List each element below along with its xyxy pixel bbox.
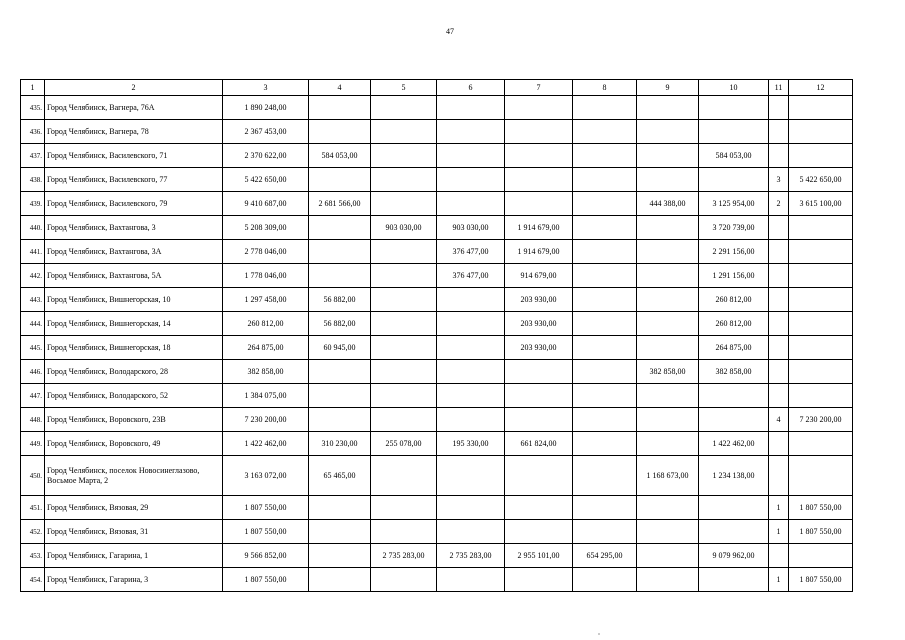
value-cell-col-11 bbox=[769, 544, 789, 568]
value-cell-col-7 bbox=[505, 456, 573, 496]
value-cell-col-5 bbox=[371, 96, 437, 120]
scan-speck bbox=[598, 633, 600, 635]
value-cell-col-3: 1 807 550,00 bbox=[223, 568, 309, 592]
value-cell-col-3: 1 890 248,00 bbox=[223, 96, 309, 120]
value-cell-col-6 bbox=[437, 408, 505, 432]
value-cell-col-8 bbox=[573, 360, 637, 384]
value-cell-col-7 bbox=[505, 568, 573, 592]
value-cell-col-6 bbox=[437, 312, 505, 336]
value-cell-col-10: 382 858,00 bbox=[699, 360, 769, 384]
value-cell-col-12: 3 615 100,00 bbox=[789, 192, 853, 216]
value-cell-col-6: 195 330,00 bbox=[437, 432, 505, 456]
value-cell-col-5 bbox=[371, 264, 437, 288]
value-cell-col-11 bbox=[769, 384, 789, 408]
page-number: 47 bbox=[446, 27, 454, 36]
value-cell-col-12 bbox=[789, 264, 853, 288]
row-number-cell: 446. bbox=[21, 360, 45, 384]
value-cell-col-3: 382 858,00 bbox=[223, 360, 309, 384]
address-cell: Город Челябинск, Василевского, 77 bbox=[45, 168, 223, 192]
row-number-cell: 436. bbox=[21, 120, 45, 144]
value-cell-col-8 bbox=[573, 384, 637, 408]
value-cell-col-12: 1 807 550,00 bbox=[789, 568, 853, 592]
value-cell-col-12 bbox=[789, 120, 853, 144]
table-row bbox=[21, 216, 853, 240]
value-cell-col-3: 2 367 453,00 bbox=[223, 120, 309, 144]
value-cell-col-4: 65 465,00 bbox=[309, 456, 371, 496]
value-cell-col-10: 3 720 739,00 bbox=[699, 216, 769, 240]
value-cell-col-11 bbox=[769, 288, 789, 312]
value-cell-col-6: 2 735 283,00 bbox=[437, 544, 505, 568]
column-header-6: 6 bbox=[437, 80, 505, 96]
value-cell-col-7 bbox=[505, 360, 573, 384]
row-number-cell: 451. bbox=[21, 496, 45, 520]
address-cell: Город Челябинск, Василевского, 79 bbox=[45, 192, 223, 216]
value-cell-col-12 bbox=[789, 544, 853, 568]
column-header-3: 3 bbox=[223, 80, 309, 96]
table-row bbox=[21, 192, 853, 216]
value-cell-col-11: 1 bbox=[769, 520, 789, 544]
value-cell-col-8 bbox=[573, 192, 637, 216]
value-cell-col-5 bbox=[371, 568, 437, 592]
value-cell-col-8 bbox=[573, 336, 637, 360]
table-row bbox=[21, 240, 853, 264]
value-cell-col-3: 1 422 462,00 bbox=[223, 432, 309, 456]
value-cell-col-9 bbox=[637, 568, 699, 592]
value-cell-col-6 bbox=[437, 496, 505, 520]
value-cell-col-9 bbox=[637, 336, 699, 360]
table-row bbox=[21, 120, 853, 144]
value-cell-col-7: 203 930,00 bbox=[505, 336, 573, 360]
value-cell-col-7 bbox=[505, 120, 573, 144]
value-cell-col-4 bbox=[309, 216, 371, 240]
value-cell-col-12: 1 807 550,00 bbox=[789, 496, 853, 520]
value-cell-col-7: 1 914 679,00 bbox=[505, 216, 573, 240]
value-cell-col-4: 60 945,00 bbox=[309, 336, 371, 360]
value-cell-col-5 bbox=[371, 192, 437, 216]
value-cell-col-7 bbox=[505, 96, 573, 120]
value-cell-col-8 bbox=[573, 312, 637, 336]
value-cell-col-12 bbox=[789, 336, 853, 360]
table-row bbox=[21, 144, 853, 168]
value-cell-col-4 bbox=[309, 96, 371, 120]
value-cell-col-5: 2 735 283,00 bbox=[371, 544, 437, 568]
row-number-cell: 441. bbox=[21, 240, 45, 264]
value-cell-col-4: 310 230,00 bbox=[309, 432, 371, 456]
value-cell-col-7 bbox=[505, 144, 573, 168]
table-row bbox=[21, 312, 853, 336]
value-cell-col-9 bbox=[637, 264, 699, 288]
table-row bbox=[21, 456, 853, 496]
address-cell: Город Челябинск, Гагарина, 1 bbox=[45, 544, 223, 568]
value-cell-col-7 bbox=[505, 520, 573, 544]
value-cell-col-12: 7 230 200,00 bbox=[789, 408, 853, 432]
value-cell-col-9: 1 168 673,00 bbox=[637, 456, 699, 496]
value-cell-col-8 bbox=[573, 216, 637, 240]
column-header-7: 7 bbox=[505, 80, 573, 96]
value-cell-col-6 bbox=[437, 144, 505, 168]
value-cell-col-11: 3 bbox=[769, 168, 789, 192]
value-cell-col-12 bbox=[789, 360, 853, 384]
value-cell-col-10: 9 079 962,00 bbox=[699, 544, 769, 568]
value-cell-col-8 bbox=[573, 240, 637, 264]
value-cell-col-7 bbox=[505, 384, 573, 408]
value-cell-col-6 bbox=[437, 192, 505, 216]
row-number-cell: 437. bbox=[21, 144, 45, 168]
value-cell-col-4 bbox=[309, 264, 371, 288]
row-number-cell: 439. bbox=[21, 192, 45, 216]
row-number-cell: 449. bbox=[21, 432, 45, 456]
value-cell-col-6 bbox=[437, 384, 505, 408]
value-cell-col-3: 1 297 458,00 bbox=[223, 288, 309, 312]
value-cell-col-11 bbox=[769, 432, 789, 456]
value-cell-col-11 bbox=[769, 264, 789, 288]
value-cell-col-5 bbox=[371, 520, 437, 544]
value-cell-col-11 bbox=[769, 336, 789, 360]
value-cell-col-7: 661 824,00 bbox=[505, 432, 573, 456]
value-cell-col-5 bbox=[371, 168, 437, 192]
value-cell-col-9 bbox=[637, 384, 699, 408]
value-cell-col-8 bbox=[573, 456, 637, 496]
value-cell-col-11 bbox=[769, 360, 789, 384]
value-cell-col-8 bbox=[573, 408, 637, 432]
value-cell-col-10: 2 291 156,00 bbox=[699, 240, 769, 264]
table-row bbox=[21, 432, 853, 456]
value-cell-col-10 bbox=[699, 496, 769, 520]
value-cell-col-11 bbox=[769, 456, 789, 496]
value-cell-col-5 bbox=[371, 456, 437, 496]
value-cell-col-3: 9 566 852,00 bbox=[223, 544, 309, 568]
value-cell-col-7: 914 679,00 bbox=[505, 264, 573, 288]
row-number-cell: 447. bbox=[21, 384, 45, 408]
row-number-cell: 454. bbox=[21, 568, 45, 592]
value-cell-col-12 bbox=[789, 216, 853, 240]
value-cell-col-11: 1 bbox=[769, 568, 789, 592]
value-cell-col-9 bbox=[637, 432, 699, 456]
table-row bbox=[21, 168, 853, 192]
value-cell-col-8 bbox=[573, 520, 637, 544]
address-cell: Город Челябинск, Воровского, 23В bbox=[45, 408, 223, 432]
row-number-cell: 435. bbox=[21, 96, 45, 120]
value-cell-col-12 bbox=[789, 144, 853, 168]
table-row bbox=[21, 520, 853, 544]
value-cell-col-5 bbox=[371, 240, 437, 264]
table-row bbox=[21, 568, 853, 592]
value-cell-col-11 bbox=[769, 96, 789, 120]
value-cell-col-7: 1 914 679,00 bbox=[505, 240, 573, 264]
value-cell-col-5 bbox=[371, 360, 437, 384]
value-cell-col-5 bbox=[371, 144, 437, 168]
column-header-2: 2 bbox=[45, 80, 223, 96]
column-header-4: 4 bbox=[309, 80, 371, 96]
address-cell: Город Челябинск, Володарского, 28 bbox=[45, 360, 223, 384]
value-cell-col-5: 903 030,00 bbox=[371, 216, 437, 240]
table-row bbox=[21, 288, 853, 312]
value-cell-col-6: 376 477,00 bbox=[437, 264, 505, 288]
value-cell-col-12: 1 807 550,00 bbox=[789, 520, 853, 544]
address-cell: Город Челябинск, Василевского, 71 bbox=[45, 144, 223, 168]
column-header-9: 9 bbox=[637, 80, 699, 96]
table-row bbox=[21, 96, 853, 120]
value-cell-col-10: 260 812,00 bbox=[699, 288, 769, 312]
value-cell-col-12 bbox=[789, 96, 853, 120]
value-cell-col-9 bbox=[637, 544, 699, 568]
value-cell-col-11 bbox=[769, 240, 789, 264]
row-number-cell: 444. bbox=[21, 312, 45, 336]
value-cell-col-3: 1 778 046,00 bbox=[223, 264, 309, 288]
value-cell-col-5 bbox=[371, 312, 437, 336]
value-cell-col-9 bbox=[637, 288, 699, 312]
value-cell-col-9 bbox=[637, 120, 699, 144]
value-cell-col-10 bbox=[699, 120, 769, 144]
value-cell-col-9 bbox=[637, 96, 699, 120]
table-row bbox=[21, 408, 853, 432]
value-cell-col-4 bbox=[309, 240, 371, 264]
value-cell-col-4 bbox=[309, 568, 371, 592]
value-cell-col-12 bbox=[789, 288, 853, 312]
address-cell: Город Челябинск, Гагарина, 3 bbox=[45, 568, 223, 592]
value-cell-col-3: 2 370 622,00 bbox=[223, 144, 309, 168]
value-cell-col-6 bbox=[437, 288, 505, 312]
column-header-1: 1 bbox=[21, 80, 45, 96]
row-number-cell: 450. bbox=[21, 456, 45, 496]
value-cell-col-9: 382 858,00 bbox=[637, 360, 699, 384]
value-cell-col-7 bbox=[505, 408, 573, 432]
value-cell-col-3: 1 384 075,00 bbox=[223, 384, 309, 408]
value-cell-col-10 bbox=[699, 568, 769, 592]
address-cell: Город Челябинск, Вахтангова, 3 bbox=[45, 216, 223, 240]
value-cell-col-7: 203 930,00 bbox=[505, 312, 573, 336]
row-number-cell: 438. bbox=[21, 168, 45, 192]
value-cell-col-9 bbox=[637, 312, 699, 336]
value-cell-col-9: 444 388,00 bbox=[637, 192, 699, 216]
value-cell-col-8 bbox=[573, 168, 637, 192]
value-cell-col-10: 264 875,00 bbox=[699, 336, 769, 360]
value-cell-col-4 bbox=[309, 408, 371, 432]
value-cell-col-6 bbox=[437, 456, 505, 496]
value-cell-col-6: 376 477,00 bbox=[437, 240, 505, 264]
value-cell-col-4: 56 882,00 bbox=[309, 288, 371, 312]
value-cell-col-5: 255 078,00 bbox=[371, 432, 437, 456]
value-cell-col-8 bbox=[573, 432, 637, 456]
value-cell-col-4: 2 681 566,00 bbox=[309, 192, 371, 216]
value-cell-col-3: 5 208 309,00 bbox=[223, 216, 309, 240]
address-cell: Город Челябинск, Воровского, 49 bbox=[45, 432, 223, 456]
value-cell-col-3: 260 812,00 bbox=[223, 312, 309, 336]
value-cell-col-8 bbox=[573, 264, 637, 288]
value-cell-col-3: 3 163 072,00 bbox=[223, 456, 309, 496]
value-cell-col-4 bbox=[309, 384, 371, 408]
value-cell-col-6 bbox=[437, 168, 505, 192]
value-cell-col-10 bbox=[699, 520, 769, 544]
row-number-cell: 448. bbox=[21, 408, 45, 432]
row-number-cell: 443. bbox=[21, 288, 45, 312]
value-cell-col-12: 5 422 650,00 bbox=[789, 168, 853, 192]
table-row bbox=[21, 264, 853, 288]
column-header-10: 10 bbox=[699, 80, 769, 96]
row-number-cell: 440. bbox=[21, 216, 45, 240]
value-cell-col-7 bbox=[505, 496, 573, 520]
value-cell-col-5 bbox=[371, 408, 437, 432]
header-row bbox=[21, 80, 853, 96]
value-cell-col-6 bbox=[437, 96, 505, 120]
value-cell-col-10 bbox=[699, 96, 769, 120]
value-cell-col-8: 654 295,00 bbox=[573, 544, 637, 568]
value-cell-col-5 bbox=[371, 384, 437, 408]
value-cell-col-3: 5 422 650,00 bbox=[223, 168, 309, 192]
value-cell-col-5 bbox=[371, 288, 437, 312]
row-number-cell: 442. bbox=[21, 264, 45, 288]
address-cell: Город Челябинск, Вишнегорская, 14 bbox=[45, 312, 223, 336]
table-row bbox=[21, 336, 853, 360]
address-cell: Город Челябинск, Вязовая, 29 bbox=[45, 496, 223, 520]
value-cell-col-8 bbox=[573, 144, 637, 168]
value-cell-col-3: 7 230 200,00 bbox=[223, 408, 309, 432]
value-cell-col-4 bbox=[309, 496, 371, 520]
row-number-cell: 445. bbox=[21, 336, 45, 360]
address-cell: Город Челябинск, Вахтангова, 3А bbox=[45, 240, 223, 264]
value-cell-col-10 bbox=[699, 408, 769, 432]
address-cell: Город Челябинск, поселок Новосинеглазово, Восьмое Марта, 2 bbox=[45, 456, 223, 496]
value-cell-col-9 bbox=[637, 168, 699, 192]
value-cell-col-4 bbox=[309, 168, 371, 192]
table-row bbox=[21, 496, 853, 520]
value-cell-col-12 bbox=[789, 240, 853, 264]
value-cell-col-10: 1 291 156,00 bbox=[699, 264, 769, 288]
value-cell-col-6 bbox=[437, 120, 505, 144]
value-cell-col-6 bbox=[437, 568, 505, 592]
address-cell: Город Челябинск, Володарского, 52 bbox=[45, 384, 223, 408]
row-number-cell: 453. bbox=[21, 544, 45, 568]
value-cell-col-4: 56 882,00 bbox=[309, 312, 371, 336]
value-cell-col-5 bbox=[371, 120, 437, 144]
table-row bbox=[21, 544, 853, 568]
value-cell-col-4 bbox=[309, 360, 371, 384]
value-cell-col-10: 3 125 954,00 bbox=[699, 192, 769, 216]
value-cell-col-4: 584 053,00 bbox=[309, 144, 371, 168]
value-cell-col-8 bbox=[573, 496, 637, 520]
value-cell-col-11 bbox=[769, 216, 789, 240]
value-cell-col-11: 4 bbox=[769, 408, 789, 432]
value-cell-col-6 bbox=[437, 336, 505, 360]
value-cell-col-3: 9 410 687,00 bbox=[223, 192, 309, 216]
address-cell: Город Челябинск, Вязовая, 31 bbox=[45, 520, 223, 544]
column-header-12: 12 bbox=[789, 80, 853, 96]
value-cell-col-11 bbox=[769, 120, 789, 144]
value-cell-col-11 bbox=[769, 144, 789, 168]
value-cell-col-7: 2 955 101,00 bbox=[505, 544, 573, 568]
value-cell-col-8 bbox=[573, 120, 637, 144]
value-cell-col-10: 260 812,00 bbox=[699, 312, 769, 336]
value-cell-col-5 bbox=[371, 496, 437, 520]
row-number-cell: 452. bbox=[21, 520, 45, 544]
value-cell-col-7 bbox=[505, 192, 573, 216]
value-cell-col-10: 584 053,00 bbox=[699, 144, 769, 168]
value-cell-col-9 bbox=[637, 144, 699, 168]
table-row bbox=[21, 384, 853, 408]
value-cell-col-12 bbox=[789, 312, 853, 336]
value-cell-col-4 bbox=[309, 120, 371, 144]
value-cell-col-10 bbox=[699, 384, 769, 408]
value-cell-col-6: 903 030,00 bbox=[437, 216, 505, 240]
value-cell-col-3: 1 807 550,00 bbox=[223, 520, 309, 544]
value-cell-col-7: 203 930,00 bbox=[505, 288, 573, 312]
value-cell-col-8 bbox=[573, 288, 637, 312]
value-cell-col-9 bbox=[637, 496, 699, 520]
value-cell-col-9 bbox=[637, 216, 699, 240]
value-cell-col-4 bbox=[309, 520, 371, 544]
value-cell-col-9 bbox=[637, 520, 699, 544]
value-cell-col-10: 1 234 138,00 bbox=[699, 456, 769, 496]
value-cell-col-5 bbox=[371, 336, 437, 360]
value-cell-col-7 bbox=[505, 168, 573, 192]
value-cell-col-8 bbox=[573, 96, 637, 120]
address-cell: Город Челябинск, Вишнегорская, 18 bbox=[45, 336, 223, 360]
column-header-8: 8 bbox=[573, 80, 637, 96]
value-cell-col-3: 264 875,00 bbox=[223, 336, 309, 360]
value-cell-col-10 bbox=[699, 168, 769, 192]
value-cell-col-11 bbox=[769, 312, 789, 336]
value-cell-col-12 bbox=[789, 456, 853, 496]
column-header-11: 11 bbox=[769, 80, 789, 96]
value-cell-col-8 bbox=[573, 568, 637, 592]
value-cell-col-10: 1 422 462,00 bbox=[699, 432, 769, 456]
address-cell: Город Челябинск, Вахтангова, 5А bbox=[45, 264, 223, 288]
value-cell-col-4 bbox=[309, 544, 371, 568]
value-cell-col-9 bbox=[637, 240, 699, 264]
value-cell-col-3: 1 807 550,00 bbox=[223, 496, 309, 520]
column-header-5: 5 bbox=[371, 80, 437, 96]
table-row bbox=[21, 360, 853, 384]
value-cell-col-11: 2 bbox=[769, 192, 789, 216]
value-cell-col-12 bbox=[789, 384, 853, 408]
address-cell: Город Челябинск, Вишнегорская, 10 bbox=[45, 288, 223, 312]
address-cell: Город Челябинск, Вагнера, 76А bbox=[45, 96, 223, 120]
value-cell-col-3: 2 778 046,00 bbox=[223, 240, 309, 264]
value-cell-col-9 bbox=[637, 408, 699, 432]
value-cell-col-11: 1 bbox=[769, 496, 789, 520]
value-cell-col-6 bbox=[437, 360, 505, 384]
value-cell-col-12 bbox=[789, 432, 853, 456]
address-funding-table bbox=[20, 79, 853, 592]
address-cell: Город Челябинск, Вагнера, 78 bbox=[45, 120, 223, 144]
value-cell-col-6 bbox=[437, 520, 505, 544]
